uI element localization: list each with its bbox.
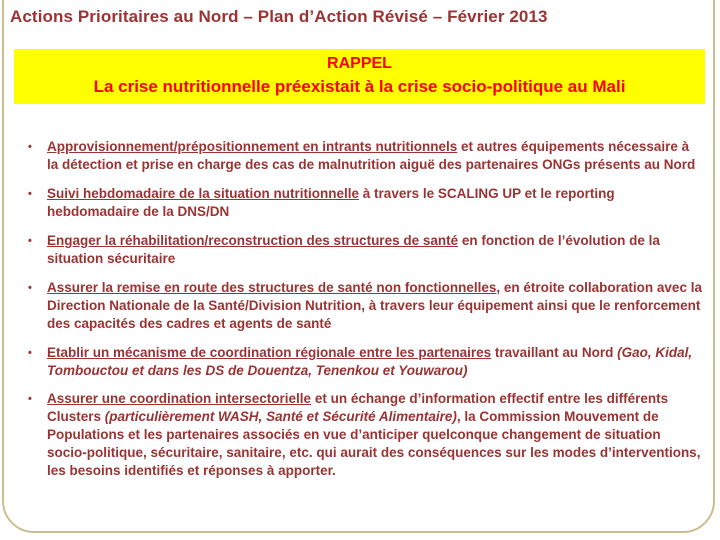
bullet-item xyxy=(28,138,704,174)
bullet-item xyxy=(28,232,704,268)
bullet-text xyxy=(47,279,704,333)
slide-title: Actions Prioritaires au Nord – Plan d’Action Révisé – Février 2013 xyxy=(10,7,548,26)
banner-heading: RAPPEL xyxy=(327,55,392,72)
bullet-lead: Etablir un mécanisme de coordination régionale entre les partenaires xyxy=(47,344,492,360)
bullet-body: à travers le SCALING UP et le reporting hebdomadaire de la DNS/DN xyxy=(47,185,615,219)
bullet-item xyxy=(28,279,704,333)
bullet-item xyxy=(28,344,704,380)
bullet-lead: Assurer la remise en route des structures de santé non fonctionnelles xyxy=(47,279,497,295)
bullet-text xyxy=(47,138,704,174)
bullet-body: et un échange d’information effectif entre les différents Clusters xyxy=(47,391,669,425)
banner-subheading: La crise nutritionnelle préexistait à la crise socio-politique au Mali xyxy=(93,77,626,96)
bullet-italic: (particulièrement WASH, Santé et Sécurité Alimentaire) xyxy=(104,409,457,425)
bullet-marker: • xyxy=(28,234,32,247)
bullet-list xyxy=(28,138,704,491)
bullet-item xyxy=(28,185,704,221)
bullet-marker: • xyxy=(28,187,32,200)
bullet-marker: • xyxy=(28,346,32,359)
bullet-text xyxy=(47,344,704,380)
bullet-tail: , la Commission Mouvement de Populations et les partenaires associés en vue d’anticiper quelconque changement de situation socio-politique, sécuritaire, sanitaire, etc. qui aurait des conséquences sur les modes d’interventions, les besoins identifiés et réponses à apporter. xyxy=(47,409,701,479)
bullet-lead: Assurer une coordination intersectorielle xyxy=(47,391,312,407)
bullet-body: et autres équipements nécessaire à la détection et prise en charge des cas de malnutrition aiguë des partenaires ONGs présents au Nord xyxy=(47,139,696,172)
bullet-lead: Engager la réhabilitation/reconstruction des structures de santé xyxy=(47,232,459,248)
bullet-body: travaillant au Nord xyxy=(491,344,618,360)
bullet-item xyxy=(28,390,704,480)
bullet-text xyxy=(47,185,704,221)
bullet-body: en fonction de l’évolution de la situation sécuritaire xyxy=(47,232,660,266)
bullet-lead: Suivi hebdomadaire de la situation nutritionnelle xyxy=(47,185,360,201)
bullet-marker: • xyxy=(28,393,32,406)
bullet-text xyxy=(47,232,704,268)
bullet-lead: Approvisionnement/prépositionnement en intrants nutritionnels xyxy=(47,139,458,154)
bullet-marker: • xyxy=(28,281,32,294)
bullet-body: , en étroite collaboration avec la Direction Nationale de la Santé/Division Nutrition, à travers leur équipement ainsi que le renforcement des capacités des cadres et agents de santé xyxy=(47,279,702,331)
rappel-banner xyxy=(14,49,705,104)
bullet-text xyxy=(47,390,704,480)
bullet-italic: (Gao, Kidal, Tombouctou et dans les DS de Douentza, Tenenkou et Youwarou) xyxy=(47,344,693,378)
bullet-marker: • xyxy=(28,141,32,153)
